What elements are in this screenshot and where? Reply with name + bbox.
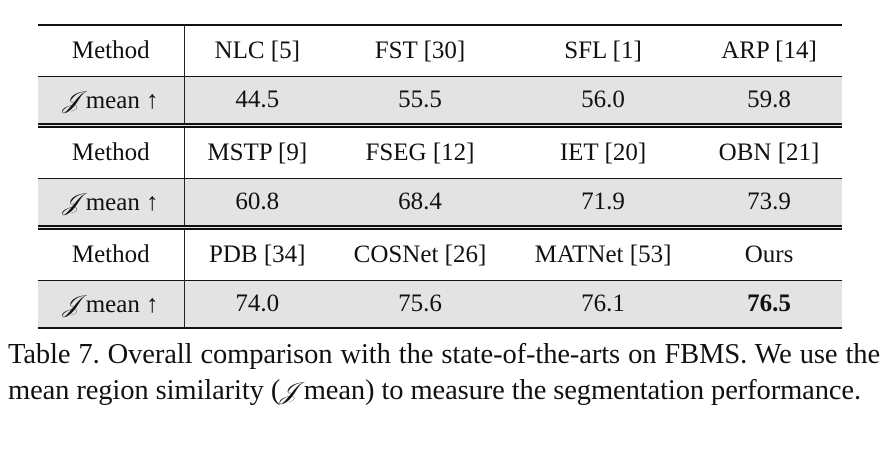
metric-value-cell: 55.5 [330, 77, 510, 126]
metric-value-row [38, 281, 842, 329]
metric-label-cell [38, 179, 184, 228]
method-name-cell: Ours [696, 228, 842, 281]
comparison-table-container [38, 24, 842, 329]
metric-label-cell [38, 77, 184, 126]
comparison-table [38, 24, 842, 329]
metric-value-cell: 71.9 [510, 179, 696, 228]
caption-text-2: mean) to measure the segmentation performance. [296, 375, 861, 406]
method-name-cell: PDB [34] [184, 228, 330, 281]
metric-value-cell: 75.6 [330, 281, 510, 329]
metric-value-cell: 68.4 [330, 179, 510, 228]
metric-text: mean [85, 290, 140, 318]
up-arrow-icon: ↑ [146, 86, 159, 114]
metric-value-cell: 74.0 [184, 281, 330, 329]
best-value-cell: 76.5 [696, 281, 842, 329]
metric-text: mean [85, 188, 140, 216]
metric-symbol: 𝒥 [62, 187, 80, 216]
caption-label: Table 7. [8, 339, 100, 370]
metric-value-cell: 44.5 [184, 77, 330, 126]
method-header-cell: Method [38, 126, 184, 179]
method-name-cell: FST [30] [330, 25, 510, 77]
method-name-cell: IET [20] [510, 126, 696, 179]
metric-symbol: 𝒥 [62, 85, 80, 114]
metric-text: mean [85, 86, 140, 114]
method-header-cell: Method [38, 25, 184, 77]
metric-value-cell: 73.9 [696, 179, 842, 228]
method-name-cell: NLC [5] [184, 25, 330, 77]
method-header-cell: Method [38, 228, 184, 281]
method-name-cell: FSEG [12] [330, 126, 510, 179]
table-caption [8, 337, 880, 409]
caption-text-1: Overall comparison with the state-of-the-arts on FBMS. We use the mean region similarity ( [8, 339, 880, 406]
metric-value-row [38, 77, 842, 126]
method-name-cell: MATNet [53] [510, 228, 696, 281]
method-name-cell: COSNet [26] [330, 228, 510, 281]
up-arrow-icon: ↑ [146, 188, 159, 216]
metric-label-cell [38, 281, 184, 329]
method-name-cell: MSTP [9] [184, 126, 330, 179]
metric-symbol: 𝒥 [62, 289, 80, 318]
method-header-row [38, 126, 842, 179]
method-name-cell: SFL [1] [510, 25, 696, 77]
metric-value-cell: 56.0 [510, 77, 696, 126]
method-name-cell: OBN [21] [696, 126, 842, 179]
metric-value-cell: 60.8 [184, 179, 330, 228]
metric-value-cell: 76.1 [510, 281, 696, 329]
method-name-cell: ARP [14] [696, 25, 842, 77]
metric-value-row [38, 179, 842, 228]
caption-metric-symbol: 𝒥 [280, 377, 297, 405]
method-header-row [38, 228, 842, 281]
up-arrow-icon: ↑ [146, 290, 159, 318]
metric-value-cell: 59.8 [696, 77, 842, 126]
method-header-row [38, 25, 842, 77]
